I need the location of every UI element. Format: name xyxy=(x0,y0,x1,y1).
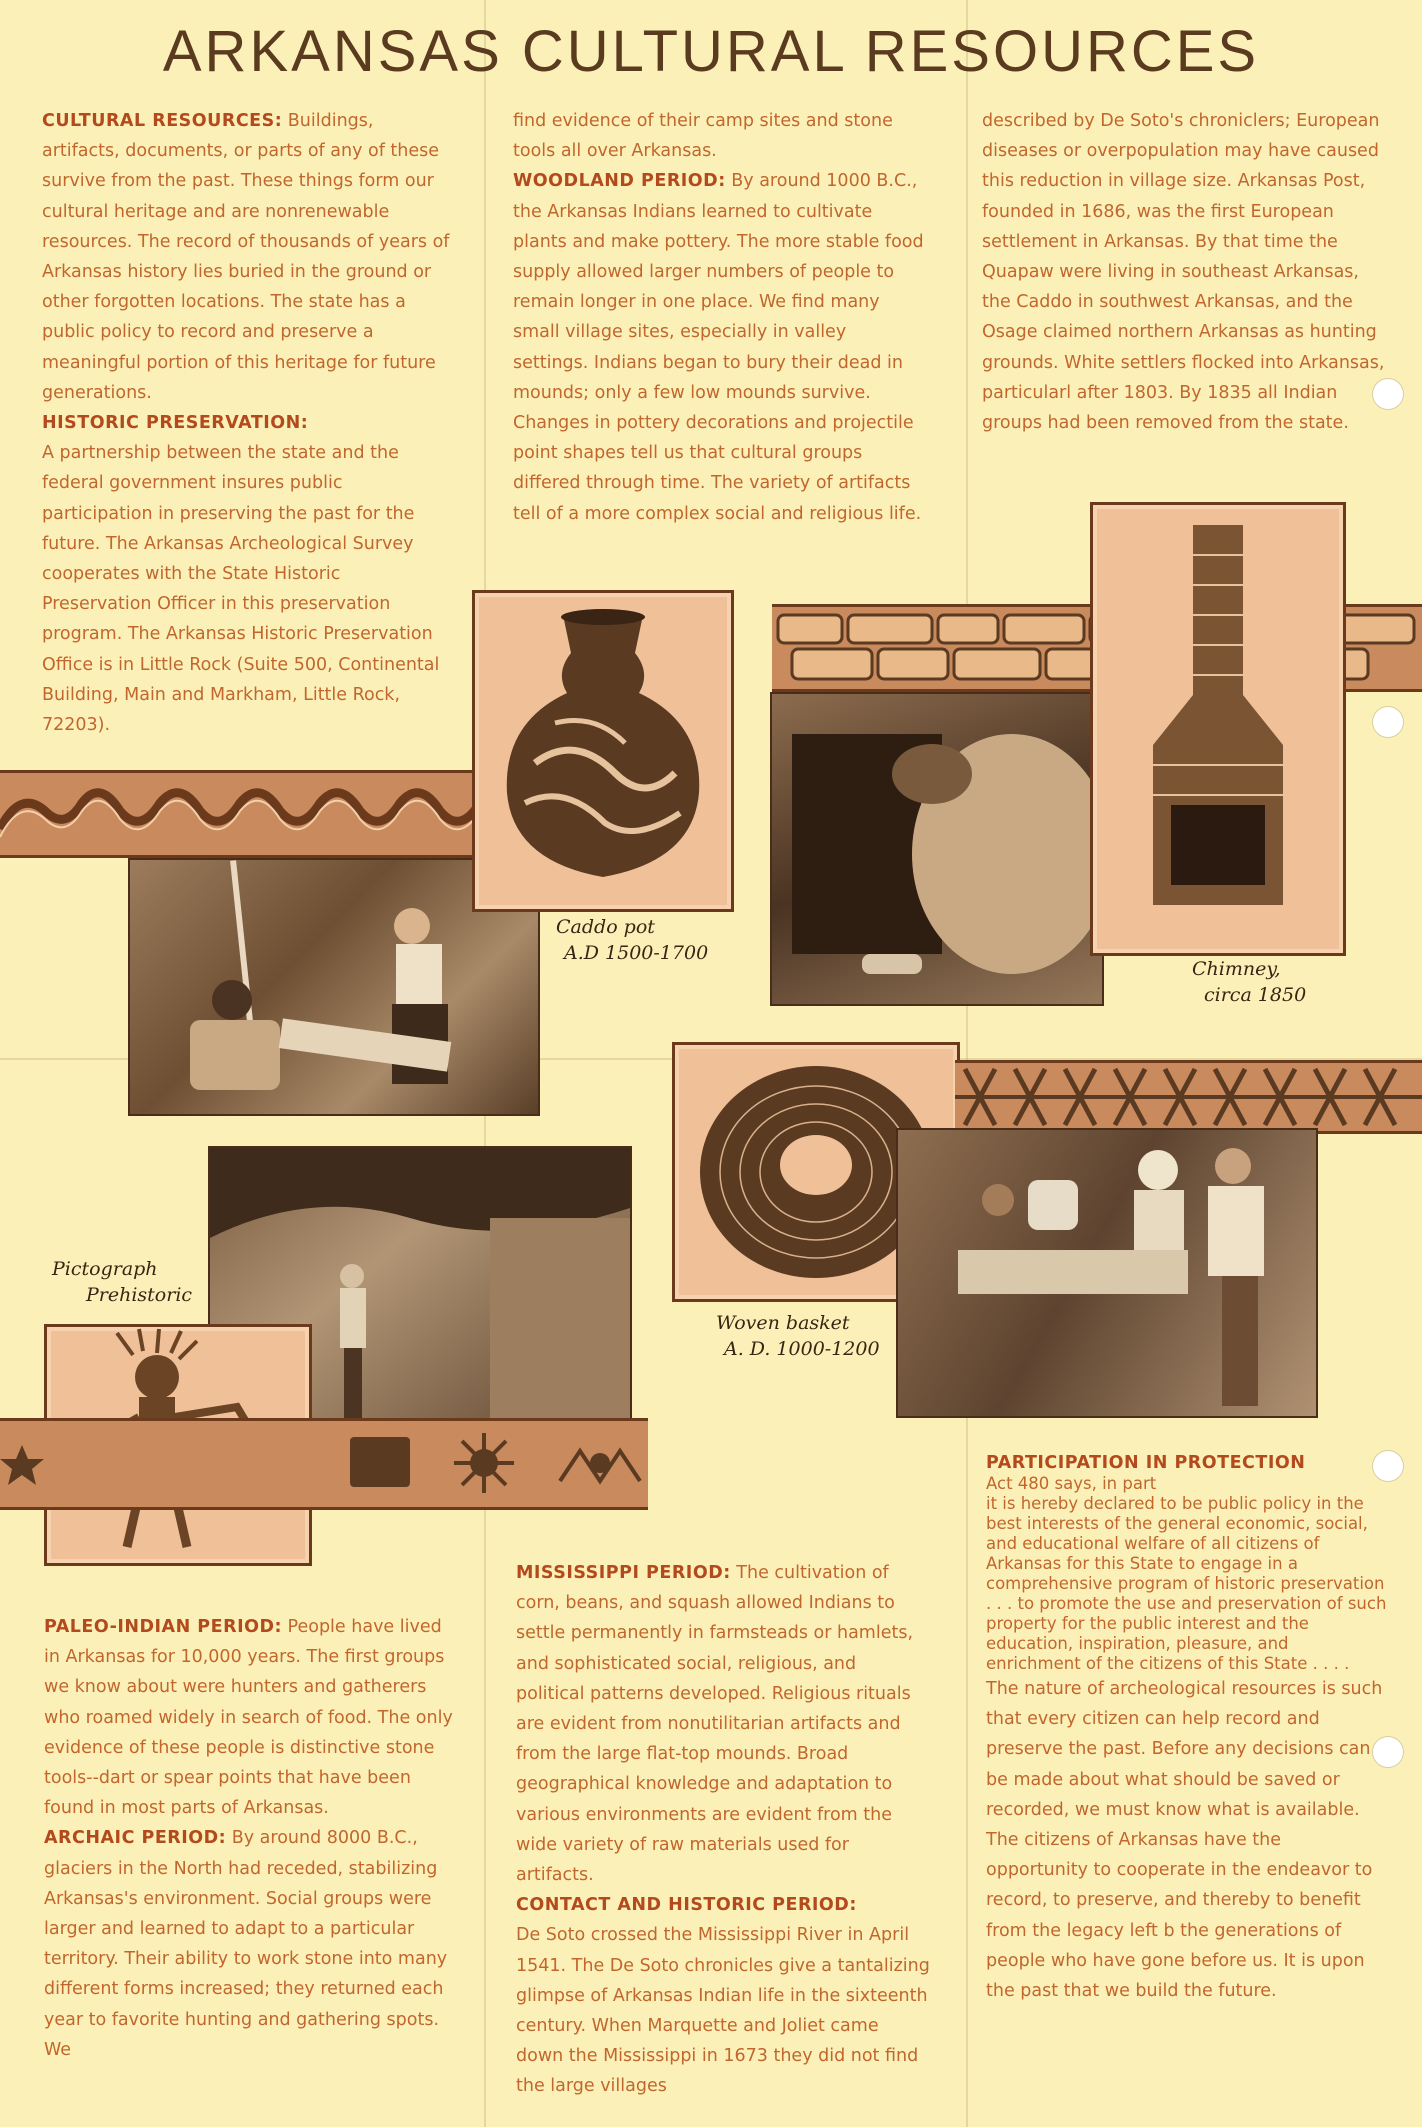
column-3-top xyxy=(982,106,1386,438)
mississippi-period-text: The cultivation of corn, beans, and squash allowed Indians to settle permanently in farmsteads or hamlets, and sophisticated social, religious, and political patterns developed. Religious rituals are evident from nonutilitarian artifacts and from the large flat-top mounds. Broad geographical knowledge and adaptation to various environments are evident from the wide variety of raw materials used for artifacts. xyxy=(516,1563,914,1886)
basket-weave-band xyxy=(955,1060,1422,1134)
pictograph-caption-line1: Pictograph xyxy=(52,1258,158,1280)
wave-pattern-band xyxy=(0,770,497,858)
chimney-illustration xyxy=(1090,502,1346,956)
pictograph-caption-line2: Prehistoric xyxy=(86,1284,193,1306)
page-title: ARKANSAS CULTURAL RESOURCES xyxy=(162,19,1260,84)
basket-weave-graphic xyxy=(955,1063,1422,1131)
mississippi-period-heading: MISSISSIPPI PERIOD: xyxy=(516,1563,731,1583)
column-1-top xyxy=(42,106,454,740)
historic-era-text: described by De Soto's chroniclers; European diseases or overpopulation may have caused this reduction in village size. Arkansas Post, founded in 1686, was the first European settlement in Arkansas. By that time the Quapaw were living in southeast Arkansas, the Caddo in southwest Arkansas, and the Osage claimed northern Arkansas as hunting grounds. White settlers flocked into Arkansas, particularl after 1803. By 1835 all Indian groups had been removed from the state. xyxy=(982,111,1385,434)
archaic-period-heading: ARCHAIC PERIOD: xyxy=(44,1828,227,1849)
paleo-indian-heading: PALEO-INDIAN PERIOD: xyxy=(44,1617,282,1637)
chimney-caption-line2: circa 1850 xyxy=(1204,984,1307,1006)
woodland-period-heading: WOODLAND PERIOD: xyxy=(513,171,726,192)
binder-hole-1 xyxy=(1372,378,1404,410)
binder-hole-4 xyxy=(1372,1736,1404,1768)
contact-historic-text: De Soto crossed the Mississippi River in April 1541. The De Soto chronicles give a tantalizing glimpse of Arkansas Indian life in the sixteenth century. When Marquette and Joliet came down the Mississippi in 1673 they did not find the large villages xyxy=(516,1925,930,2097)
archaic-period-text: By around 8000 B.C., glaciers in the North had receded, stabilizing Arkansas's environment. Social groups were larger and learned to adapt to a particular territory. Their ability to work stone into many different forms increased; they returned each year to favorite hunting and gathering spots. We xyxy=(44,1828,448,2060)
petroglyph-band xyxy=(0,1418,648,1510)
binder-hole-2 xyxy=(1372,706,1404,738)
archeological-resources-text: The nature of archeological resources is such that every citizen can help record and preserve the past. Before any decisions can be made about what should be saved or recorded, we must know what is available. The citizens of Arkansas have the opportunity to cooperate in the endeavor to record, to preserve, and thereby to benefit from the legacy left b the generations of people who have gone before us. It is upon the past that we build the future. xyxy=(986,1679,1383,2002)
workers-photo xyxy=(896,1128,1318,1418)
contact-historic-heading: CONTACT AND HISTORIC PERIOD: xyxy=(516,1895,857,1916)
historic-preservation-heading: HISTORIC PRESERVATION: xyxy=(42,413,309,434)
cultural-resources-text: Buildings, artifacts, documents, or parts of any of these survive from the past. These things form our cultural heritage and are nonrenewable resources. The record of thousands of years of Arkansas history lies buried in the ground or other forgotten locations. The state has a public policy to record and preserve a meaningful portion of this heritage for future generations. xyxy=(42,111,450,403)
paleo-indian-text: People have lived in Arkansas for 10,000 years. The first groups we know about were hunters and gatherers who roamed widely in search of food. The only evidence of these people is distinctive stone tools--dart or spear points that have been found in most parts of Arkansas. xyxy=(44,1617,453,1819)
woven-basket-caption-line2: A. D. 1000-1200 xyxy=(724,1338,880,1360)
wave-pattern-graphic xyxy=(0,773,497,855)
petroglyph-graphic xyxy=(0,1421,648,1507)
excavation-photo xyxy=(770,692,1104,1006)
column-1-bottom xyxy=(44,1612,458,2065)
caddo-pot-caption-line2: A.D 1500-1700 xyxy=(564,942,709,964)
caddo-pot-caption-line1: Caddo pot xyxy=(556,916,655,938)
caddo-pot-art xyxy=(475,593,731,909)
act-480-quote: it is hereby declared to be public policy in the best interests of the general economic, social, and educational welfare of all citizens of Arkansas for this State to engage in a comprehensive program of historic preservation . . . to promote the use and preservation of such property for the public interest and the education, inspiration, pleasure, and enrichment of the citizens of this State . . . . xyxy=(986,1494,1387,1673)
camp-sites-text: find evidence of their camp sites and stone tools all over Arkansas. xyxy=(513,111,893,162)
caddo-pot-illustration xyxy=(472,590,734,912)
column-2-bottom xyxy=(516,1558,930,2102)
participation-heading: PARTICIPATION IN PROTECTION xyxy=(986,1453,1306,1473)
act-480-intro: Act 480 says, in part xyxy=(986,1474,1157,1493)
caddo-pot-caption xyxy=(552,914,742,966)
cultural-resources-heading: CULTURAL RESOURCES: xyxy=(42,111,283,131)
chimney-art xyxy=(1093,505,1343,953)
binder-hole-3 xyxy=(1372,1450,1404,1482)
column-2-top xyxy=(513,106,925,529)
column-3-bottom xyxy=(986,1452,1388,2006)
woven-basket-caption-line1: Woven basket xyxy=(716,1312,850,1334)
pictograph-caption xyxy=(52,1256,222,1308)
woodland-period-text: By around 1000 B.C., the Arkansas Indians learned to cultivate plants and make pottery. The more stable food supply allowed larger numbers of people to remain longer in one place. We find many small village sites, especially in valley settings. Indians began to bury their dead in mounds; only a few low mounds survive. Changes in pottery decorations and projectile point shapes tell us that cultural groups differed through time. The variety of artifacts tell of a more complex social and religious life. xyxy=(513,171,924,524)
workers-photo-art xyxy=(898,1130,1316,1416)
excavation-photo-art xyxy=(772,694,1102,1004)
chimney-caption xyxy=(1192,956,1342,1008)
historic-preservation-text: A partnership between the state and the federal government insures public participation in preserving the past for the future. The Arkansas Archeological Survey cooperates with the State Historic Preservation Officer in this preservation program. The Arkansas Historic Preservation Office is in Little Rock (Suite 500, Continental Building, Main and Markham, Little Rock, 72203). xyxy=(42,443,440,736)
woven-basket-caption xyxy=(712,1310,922,1362)
chimney-caption-line1: Chimney, xyxy=(1192,958,1281,980)
